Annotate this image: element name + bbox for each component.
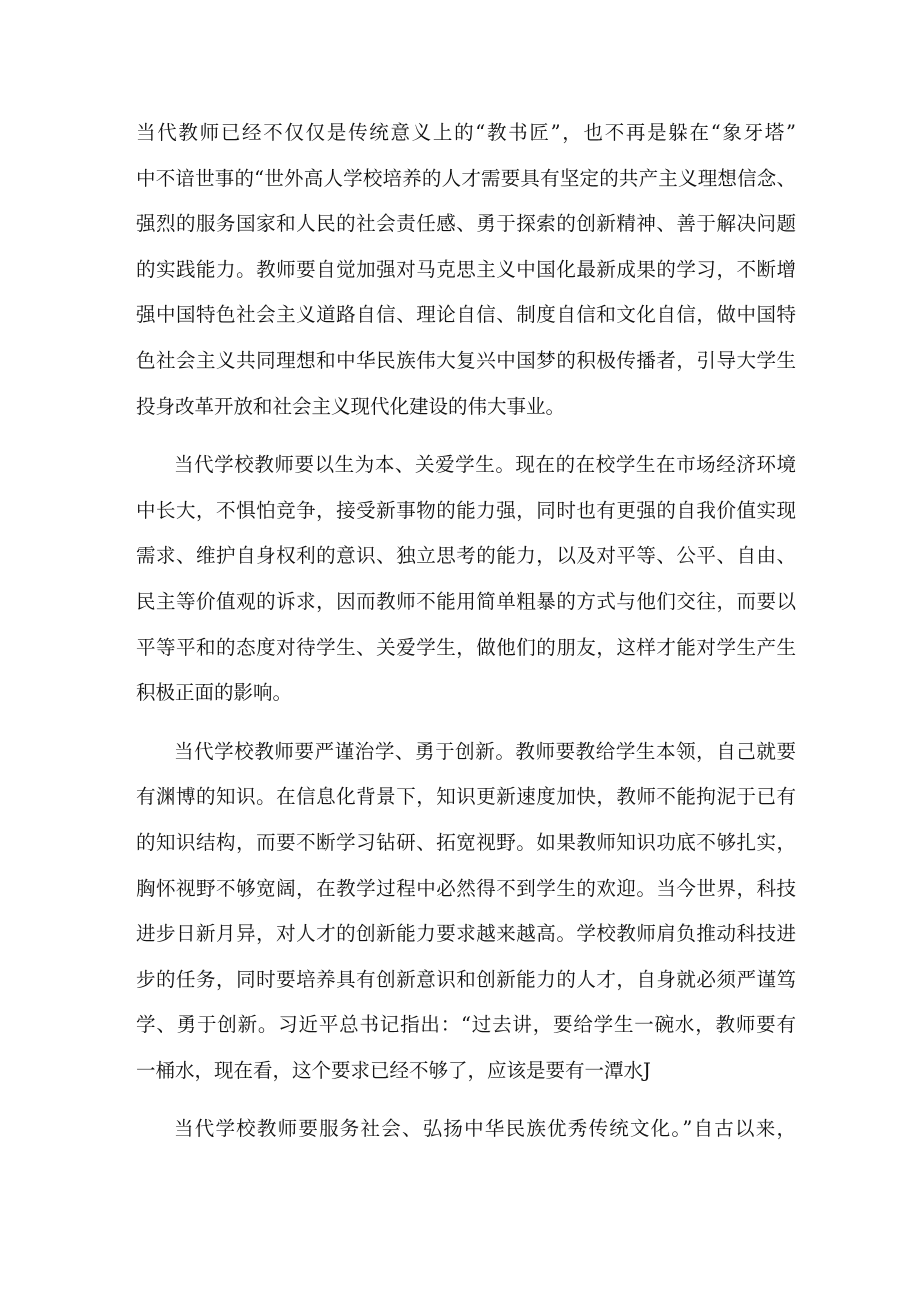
text-line: 平等平和的态度对待学生、关爱学生，做他们的朋友，这样才能对学生产生 — [136, 635, 796, 659]
paragraph-1 — [136, 110, 796, 429]
text-line: 当代教师已经不仅仅是传统意义上的“教书匠”，也不再是躲在“象牙塔” — [136, 121, 796, 144]
text-line: 中长大，不惧怕竞争，接受新事物的能力强，同时也有更强的自我价值实现 — [136, 498, 796, 522]
paragraph-2 — [136, 442, 796, 716]
text-line: 当代学校教师要服务社会、弘扬中华民族优秀传统文化。”自古以来， — [174, 1117, 796, 1141]
text-line: 当代学校教师要严谨治学、勇于创新。教师要教给学生本领，自己就要 — [174, 739, 796, 763]
text-line: 强中国特色社会主义道路自信、理论自信、制度自信和文化自信，做中国特 — [136, 303, 796, 327]
text-line: 的实践能力。教师要自觉加强对马克思主义中国化最新成果的学习，不断增 — [136, 257, 796, 281]
document-body — [136, 110, 796, 1152]
text-line: 投身改革开放和社会主义现代化建设的伟大事业。 — [136, 394, 566, 418]
text-line: 积极正面的影响。 — [136, 681, 293, 705]
text-line: 中不谙世事的“世外高人学校培养的人才需要具有坚定的共产主义理想信念、 — [136, 166, 796, 190]
text-line: 民主等价值观的诉求，因而教师不能用简单粗暴的方式与他们交往，而要以 — [136, 589, 796, 613]
text-line: 当代学校教师要以生为本、关爱学生。现在的在校学生在市场经济环境 — [174, 453, 796, 477]
text-line: 色社会主义共同理想和中华民族伟大复兴中国梦的积极传播者，引导大学生 — [136, 348, 796, 372]
text-line: 有渊博的知识。在信息化背景下，知识更新速度加快，教师不能拘泥于已有 — [136, 785, 796, 809]
text-line: 需求、维护自身权利的意识、独立思考的能力，以及对平等、公平、自由、 — [136, 544, 796, 568]
text-line: 学、勇于创新。习近平总书记指出：“过去讲，要给学生一碗水，教师要有 — [136, 1013, 796, 1037]
text-line: 胸怀视野不够宽阔，在教学过程中必然得不到学生的欢迎。当今世界，科技 — [136, 876, 796, 900]
text-line: 的知识结构，而要不断学习钻研、拓宽视野。如果教师知识功底不够扎实， — [136, 830, 796, 854]
text-line: 一桶水，现在看，这个要求已经不够了，应该是要有一潭水J — [136, 1058, 651, 1082]
text-line: 强烈的服务国家和人民的社会责任感、勇于探索的创新精神、善于解决问题 — [136, 212, 796, 236]
text-line: 进步日新月异，对人才的创新能力要求越来越高。学校教师肩负推动科技进 — [136, 922, 796, 946]
paragraph-3 — [136, 729, 796, 1094]
paragraph-4 — [136, 1106, 796, 1152]
text-line: 步的任务，同时要培养具有创新意识和创新能力的人才，自身就必须严谨笃 — [136, 967, 796, 991]
